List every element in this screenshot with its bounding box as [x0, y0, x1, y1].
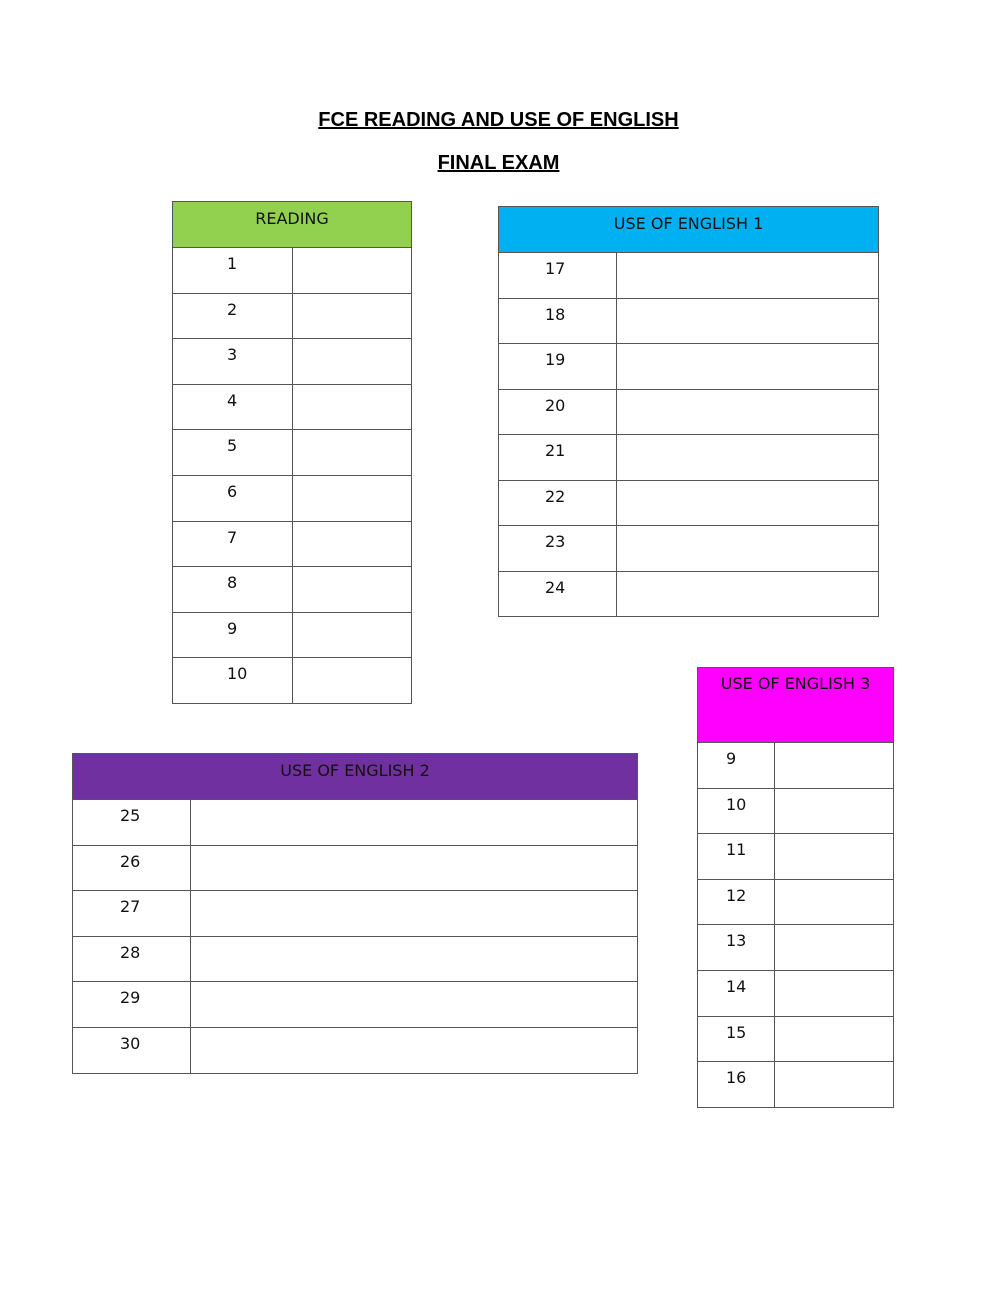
table-row — [173, 658, 412, 704]
use-of-english-1-table — [498, 206, 879, 617]
answer-cell[interactable] — [617, 480, 879, 526]
question-number: 21 — [499, 435, 617, 481]
question-number: 15 — [698, 1016, 775, 1062]
use-of-english-2-table — [72, 753, 638, 1074]
table-row — [73, 800, 638, 846]
table-row — [499, 298, 879, 344]
question-number: 30 — [73, 1027, 191, 1073]
answer-cell[interactable] — [617, 298, 879, 344]
table-row — [73, 891, 638, 937]
answer-cell[interactable] — [775, 1062, 894, 1108]
answer-cell[interactable] — [293, 384, 412, 430]
question-number: 20 — [499, 389, 617, 435]
table-row — [499, 253, 879, 299]
answer-cell[interactable] — [617, 344, 879, 390]
table-row — [173, 521, 412, 567]
document-title: FCE READING AND USE OF ENGLISH — [318, 109, 679, 131]
question-number: 10 — [173, 658, 293, 704]
table-row — [499, 389, 879, 435]
use-of-english-1-table-header: USE OF ENGLISH 1 — [499, 207, 879, 253]
table-row — [173, 293, 412, 339]
question-number: 24 — [499, 571, 617, 617]
table-row — [499, 480, 879, 526]
table-row — [173, 384, 412, 430]
answer-cell[interactable] — [191, 845, 638, 891]
answer-cell[interactable] — [293, 339, 412, 385]
answer-cell[interactable] — [617, 571, 879, 617]
table-row — [173, 430, 412, 476]
table-row — [698, 743, 894, 789]
question-number: 14 — [698, 970, 775, 1016]
table-row — [698, 925, 894, 971]
answer-cell[interactable] — [775, 970, 894, 1016]
table-row — [73, 936, 638, 982]
question-number: 7 — [173, 521, 293, 567]
question-number: 28 — [73, 936, 191, 982]
answer-cell[interactable] — [191, 936, 638, 982]
answer-cell[interactable] — [293, 521, 412, 567]
table-row — [499, 344, 879, 390]
question-number: 4 — [173, 384, 293, 430]
reading-table-header: READING — [173, 202, 412, 248]
answer-cell[interactable] — [191, 982, 638, 1028]
table-row — [73, 982, 638, 1028]
answer-cell[interactable] — [293, 567, 412, 613]
table-row — [73, 1027, 638, 1073]
table-row — [73, 845, 638, 891]
question-number: 2 — [173, 293, 293, 339]
question-number: 9 — [173, 612, 293, 658]
answer-cell[interactable] — [191, 891, 638, 937]
table-row — [698, 1016, 894, 1062]
table-row — [173, 475, 412, 521]
question-number: 6 — [173, 475, 293, 521]
question-number: 27 — [73, 891, 191, 937]
answer-cell[interactable] — [617, 435, 879, 481]
answer-cell[interactable] — [293, 612, 412, 658]
answer-cell[interactable] — [775, 834, 894, 880]
question-number: 17 — [499, 253, 617, 299]
question-number: 3 — [173, 339, 293, 385]
question-number: 22 — [499, 480, 617, 526]
table-row — [698, 879, 894, 925]
table-row — [698, 970, 894, 1016]
question-number: 9 — [698, 743, 775, 789]
answer-cell[interactable] — [617, 526, 879, 572]
answer-cell[interactable] — [775, 743, 894, 789]
answer-cell[interactable] — [775, 788, 894, 834]
answer-cell[interactable] — [293, 248, 412, 294]
answer-cell[interactable] — [775, 1016, 894, 1062]
document-subtitle: FINAL EXAM — [437, 152, 560, 174]
answer-cell[interactable] — [775, 879, 894, 925]
use-of-english-3-table-header: USE OF ENGLISH 3 — [698, 668, 894, 743]
question-number: 13 — [698, 925, 775, 971]
question-number: 25 — [73, 800, 191, 846]
table-row — [698, 788, 894, 834]
question-number: 8 — [173, 567, 293, 613]
question-number: 11 — [698, 834, 775, 880]
question-number: 16 — [698, 1062, 775, 1108]
table-row — [173, 567, 412, 613]
table-row — [173, 339, 412, 385]
reading-table — [172, 201, 412, 704]
question-number: 19 — [499, 344, 617, 390]
answer-cell[interactable] — [191, 800, 638, 846]
table-row — [499, 526, 879, 572]
table-row — [698, 834, 894, 880]
table-row — [499, 571, 879, 617]
use-of-english-3-table — [697, 667, 894, 1108]
answer-cell[interactable] — [617, 389, 879, 435]
answer-cell[interactable] — [293, 430, 412, 476]
question-number: 18 — [499, 298, 617, 344]
question-number: 5 — [173, 430, 293, 476]
question-number: 26 — [73, 845, 191, 891]
answer-cell[interactable] — [617, 253, 879, 299]
table-row — [173, 612, 412, 658]
answer-cell[interactable] — [293, 293, 412, 339]
answer-cell[interactable] — [293, 475, 412, 521]
answer-cell[interactable] — [775, 925, 894, 971]
question-number: 1 — [173, 248, 293, 294]
question-number: 23 — [499, 526, 617, 572]
use-of-english-2-table-header: USE OF ENGLISH 2 — [73, 754, 638, 800]
table-row — [698, 1062, 894, 1108]
answer-cell[interactable] — [293, 658, 412, 704]
question-number: 29 — [73, 982, 191, 1028]
question-number: 12 — [698, 879, 775, 925]
table-row — [173, 248, 412, 294]
table-row — [499, 435, 879, 481]
question-number: 10 — [698, 788, 775, 834]
answer-cell[interactable] — [191, 1027, 638, 1073]
